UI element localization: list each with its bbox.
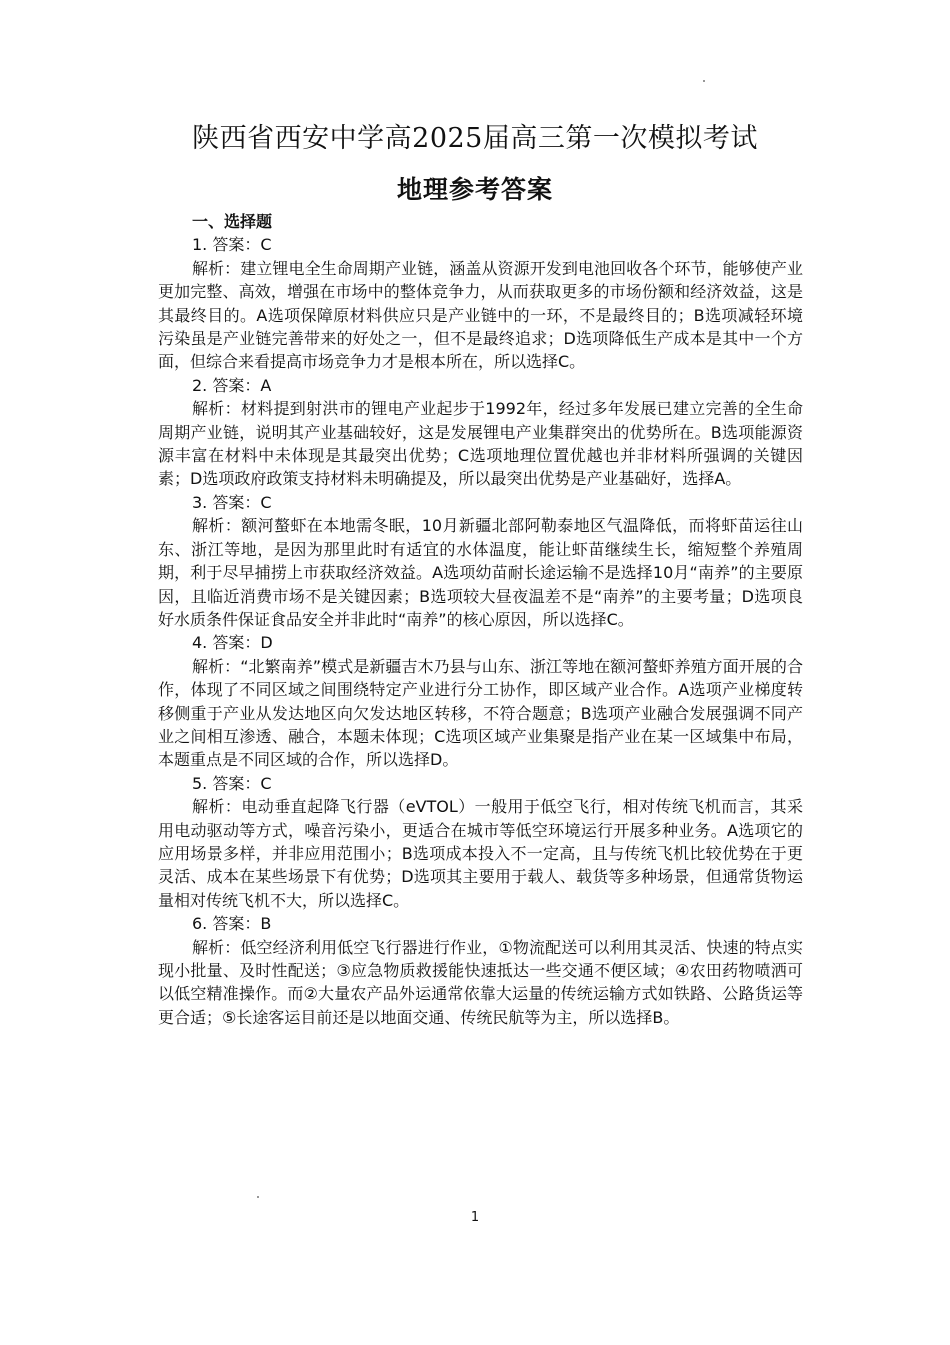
answer-5: 5. 答案：C <box>192 773 272 793</box>
answer-3: 3. 答案：C <box>192 492 272 512</box>
document-subtitle: 地理参考答案 <box>396 175 553 204</box>
analysis-4: 解析：“北繁南养”模式是新疆吉木乃县与山东、浙江等地在额河螯虾养殖方面开展的合作，体现了不同区域之间围绕特定产业进行分工协作，即区域产业合作。A选项产业梯度转移侧重于产业从发达地区向欠发达地区转移，不符合题意；B选项产业融合发展强调不同产业之间相互渗透、融合，本题未体现；C选项区域产业集聚是指产业在某一区域集中布局，本题重点是不同区域的合作，所以选择D。 <box>158 656 803 770</box>
scan-dot-top-right <box>703 80 705 82</box>
answer-1: 1. 答案：C <box>192 235 272 255</box>
document-title: 陕西省西安中学高2025届高三第一次模拟考试 <box>192 123 758 154</box>
answer-2: 2. 答案：A <box>192 375 272 395</box>
page-number: 1 <box>470 1210 480 1225</box>
analysis-5: 解析：电动垂直起降飞行器（eVTOL）一般用于低空飞行，相对传统飞机而言，其采用电动驱动等方式，噪音污染小，更适合在城市等低空环境运行开展多种业务。A选项它的应用场景多样，并非应用范围小；B选项成本投入不一定高，且与传统飞机比较优势在于更灵活、成本在某些场景下有优势；D选项其主要用于载人、载货等多种场景，但通常货物运量相对传统飞机不大，所以选择C。 <box>158 797 803 910</box>
answer-6: 6. 答案：B <box>192 914 272 934</box>
analysis-3: 解析：额河螯虾在本地需冬眠，10月新疆北部阿勒泰地区气温降低，而将虾苗运往山东、浙江等地，是因为那里此时有适宜的水体温度，能让虾苗继续生长，缩短整个养殖周期，利于尽早捕捞上市获取经济效益。A选项幼苗耐长途运输不是选择10月“南养”的主要原因，且临近消费市场不是关键因素；B选项较大昼夜温差不是“南养”的主要考量；D选项良好水质条件保证食品安全并非此时“南养”的核心原因，所以选择C。 <box>158 516 803 629</box>
answer-4: 4. 答案：D <box>192 633 273 653</box>
analysis-2: 解析：材料提到射洪市的锂电产业起步于1992年，经过多年发展已建立完善的全生命周期产业链，说明其产业基础较好，这是发展锂电产业集群突出的优势所在。B选项能源资源丰富在材料中未体现是其最突出优势；C选项地理位置优越也并非材料所强调的关键因素；D选项政府政策支持材料未明确提及，所以最突出优势是产业基础好，选择A。 <box>158 399 803 489</box>
scan-dot-bottom <box>257 1196 259 1198</box>
answer-content <box>158 210 803 1029</box>
analysis-6: 解析：低空经济利用低空飞行器进行作业，①物流配送可以利用其灵活、快速的特点实现小批量、及时性配送；③应急物质救援能快速抵达一些交通不便区域；④农田药物喷洒可以低空精准操作。而②大量农产品外运通常依靠大运量的传统运输方式如铁路、公路货运等更合适；⑤长途客运目前还是以地面交通、传统民航等为主，所以选择B。 <box>158 937 803 1027</box>
section-heading: 一、选择题 <box>192 212 273 231</box>
analysis-1: 解析：建立锂电全生命周期产业链，涵盖从资源开发到电池回收各个环节，能够使产业更加完整、高效，增强在市场中的整体竞争力，从而获取更多的市场份额和经济效益，这是其最终目的。A选项保障原材料供应只是产业链中的一环，不是最终目的；B选项减轻环境污染虽是产业链完善带来的好处之一，但不是最终追求；D选项降低生产成本是其中一个方面，但综合来看提高市场竞争力才是根本所在，所以选择C。 <box>158 258 803 372</box>
